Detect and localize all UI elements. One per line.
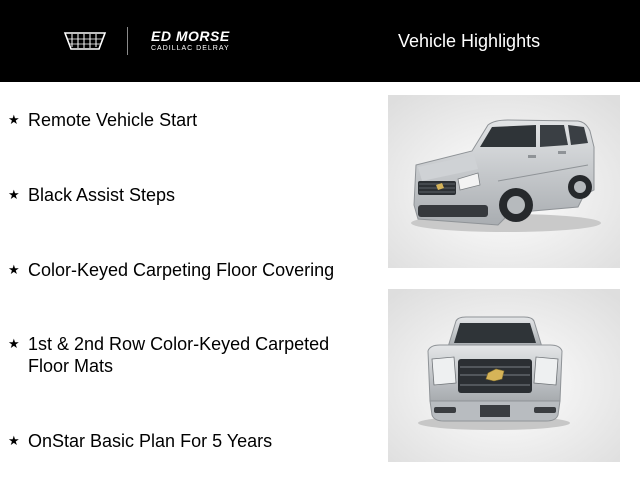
feature-item (8, 184, 368, 206)
suv-side-illustration (388, 95, 620, 268)
cadillac-crest-icon (63, 31, 107, 51)
header-bar (0, 0, 640, 82)
feature-item (8, 430, 368, 452)
feature-item (8, 109, 368, 131)
brand-subtitle: CADILLAC DELRAY (151, 45, 230, 52)
feature-label: Black Assist Steps (28, 185, 176, 205)
star-icon: ★ (8, 112, 20, 127)
feature-item (8, 259, 368, 281)
vehicle-photo-front (388, 289, 620, 462)
suv-front-illustration (388, 289, 620, 462)
feature-label: Remote Vehicle Start (28, 110, 198, 130)
star-icon: ★ (8, 336, 20, 351)
star-icon: ★ (8, 262, 20, 277)
header-divider (127, 27, 128, 55)
feature-label: Color-Keyed Carpeting Floor Covering (28, 260, 335, 280)
feature-label: 1st & 2nd Row Color-Keyed Carpeted Floor Mats (28, 334, 330, 376)
star-icon: ★ (8, 187, 20, 202)
brand-name: ED MORSE (151, 28, 230, 44)
vehicle-photo-side (388, 95, 620, 268)
star-icon: ★ (8, 433, 20, 448)
feature-label: OnStar Basic Plan For 5 Years (28, 431, 273, 451)
feature-item (8, 333, 368, 377)
page-title: Vehicle Highlights (398, 31, 541, 51)
